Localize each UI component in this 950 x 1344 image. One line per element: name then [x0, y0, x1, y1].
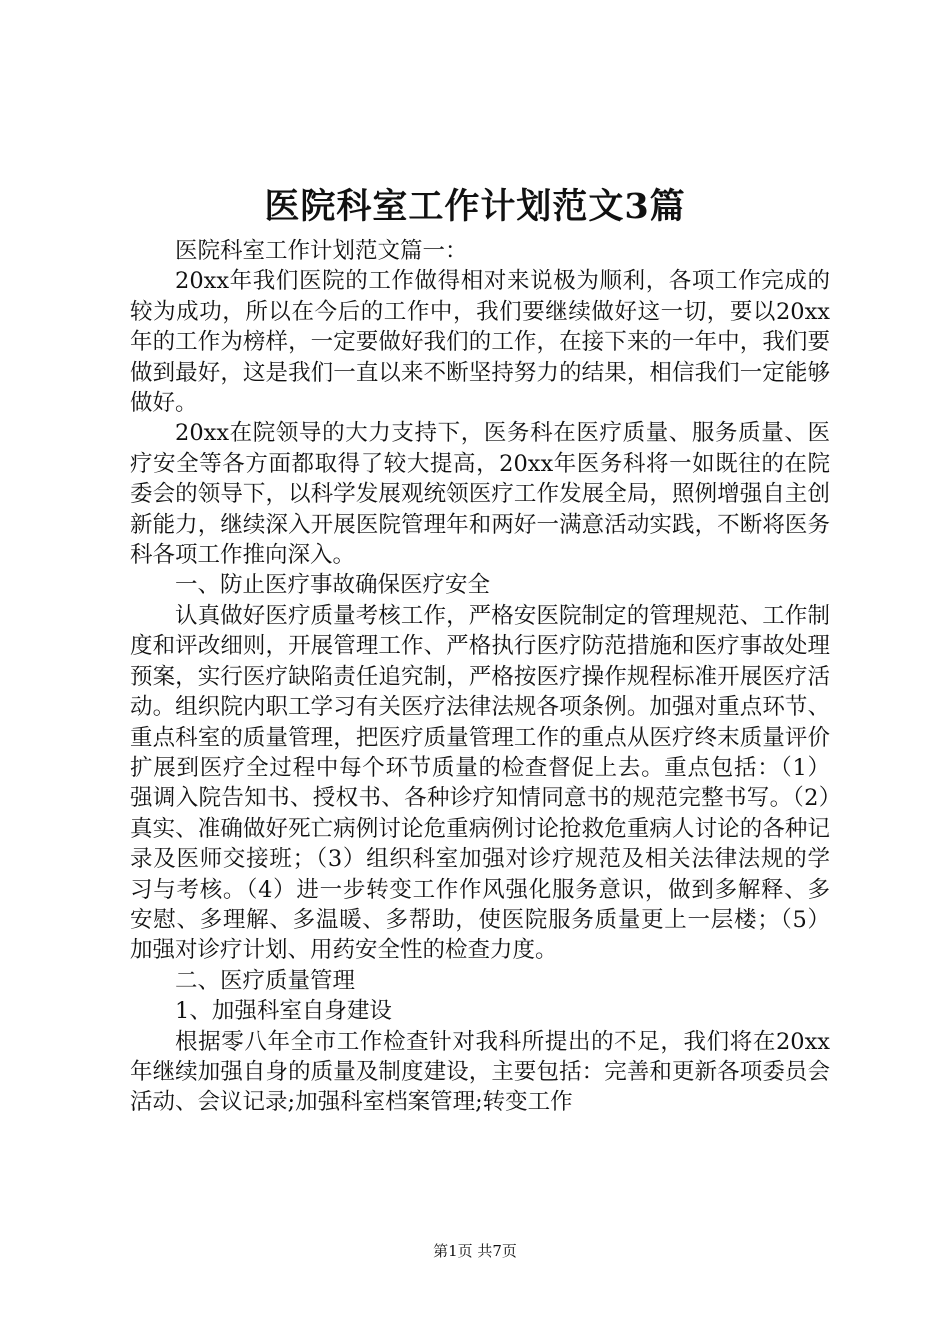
paragraph-self-building: 根据零八年全市工作检查针对我科所提出的不足，我们将在20xx年继续加强自身的质量及制度建设，主要包括：完善和更新各项委员会活动、会议记录;加强科室档案管理;转变工作 [130, 1028, 830, 1116]
paragraph-intro: 20xx年我们医院的工作做得相对来说极为顺利，各项工作完成的较为成功，所以在今后的工作中，我们要继续做好这一切，要以20xx年的工作为榜样，一定要做好我们的工作，在接下来的一年中，我们要做到最好，这是我们一直以来不断坚持努力的结果，相信我们一定能够做好。 [130, 268, 830, 417]
page-number-footer: 第1页 共7页 [433, 1242, 517, 1260]
paragraph-summary: 20xx在院领导的大力支持下，医务科在医疗质量、服务质量、医疗安全等各方面都取得了较大提高，20xx年医务科将一如既往的在院委会的领导下，以科学发展观统领医疗工作发展全局，照例增强自主创新能力，继续深入开展医院管理年和两好一满意活动实践，不断将医务科各项工作推向深入。 [130, 420, 830, 569]
section-heading-safety: 一、防止医疗事故确保医疗安全 [175, 572, 491, 599]
paragraph-safety: 认真做好医疗质量考核工作，严格安医院制定的管理规范、工作制度和评改细则，开展管理工作、严格执行医疗防范措施和医疗事故处理预案，实行医疗缺陷责任追究制，严格按医疗操作规程标准开展医疗活动。组织院内职工学习有关医疗法律法规各项条例。加强对重点环节、重点科室的质量管理，把医疗质量管理工作的重点从医疗终末质量评价扩展到医疗全过程中每个环节质量的检查督促上去。重点包括：（1）强调入院告知书、授权书、各种诊疗知情同意书的规范完整书写。（2）真实、准确做好死亡病例讨论危重病例讨论抢救危重病人讨论的各种记录及医师交接班；（3）组织科室加强对诊疗规范及相关法律法规的学习与考核。（4）进一步转变工作作风强化服务意识，做到多解释、多安慰、多理解、多温暖、多帮助，使医院服务质量更上一层楼；（5）加强对诊疗计划、用药安全性的检查力度。 [130, 602, 830, 964]
document-body [130, 236, 830, 1118]
section-heading-quality: 二、医疗质量管理 [175, 967, 356, 994]
document-title: 医院科室工作计划范文3篇 [264, 186, 686, 227]
paragraph-heading-part-one: 医院科室工作计划范文篇一： [175, 238, 468, 264]
subsection-heading-self-building: 1、加强科室自身建设 [175, 998, 392, 1025]
